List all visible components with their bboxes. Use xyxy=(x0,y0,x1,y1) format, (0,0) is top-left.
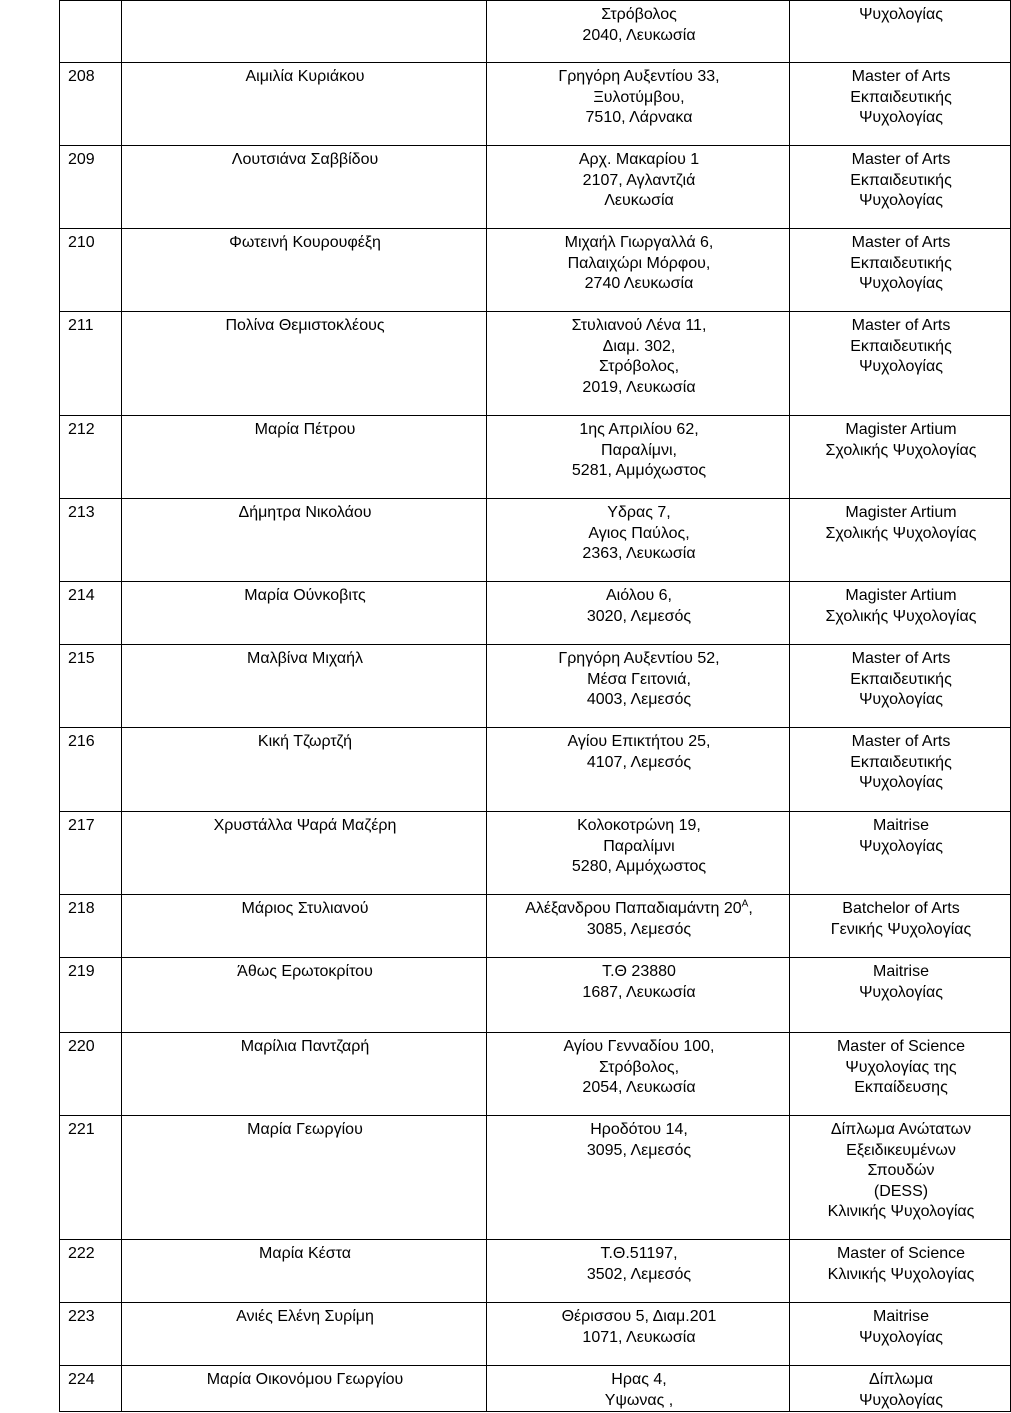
member-qualification xyxy=(790,1303,1011,1366)
address-line-text: 4003, Λεμεσός xyxy=(586,691,692,708)
member-address xyxy=(487,1033,790,1116)
member-qualification xyxy=(790,1366,1011,1412)
registry-number: 208 xyxy=(60,63,122,146)
address-line xyxy=(495,171,783,192)
qualification-line: Master of Science xyxy=(836,1245,966,1262)
address-line xyxy=(495,337,783,358)
qualification-line: (DESS) xyxy=(873,1182,929,1200)
address-line xyxy=(495,670,783,691)
member-name: Ανιές Ελένη Συρίμη xyxy=(122,1303,487,1366)
registry-number: 210 xyxy=(60,229,122,312)
member-address xyxy=(487,312,790,416)
qualification-line: Master of Science xyxy=(836,1038,966,1055)
member-address xyxy=(487,958,790,1033)
member-name: Πολίνα Θεμιστοκλέους xyxy=(122,312,487,416)
qualification-line: Maitrise xyxy=(872,817,929,834)
registry-number: 217 xyxy=(60,812,122,895)
address-line xyxy=(495,191,783,212)
member-qualification xyxy=(790,1240,1011,1303)
member-address xyxy=(487,416,790,499)
table-row xyxy=(60,582,1011,645)
member-address xyxy=(487,1116,790,1240)
registry-body xyxy=(60,1,1011,1412)
qualification-line: Ψυχολογίας xyxy=(859,691,943,708)
qualification-line: Σχολικής Ψυχολογίας xyxy=(825,441,977,459)
address-superscript: Α xyxy=(741,898,749,910)
address-line xyxy=(495,1141,783,1162)
qualification-line: Εκπαιδευτικής xyxy=(850,753,952,771)
member-qualification xyxy=(790,812,1011,895)
registry-number: 222 xyxy=(60,1240,122,1303)
qualification-line: Εκπαιδευτικής xyxy=(850,88,952,106)
member-qualification xyxy=(790,146,1011,229)
member-qualification xyxy=(790,958,1011,1033)
member-address xyxy=(487,895,790,958)
address-line xyxy=(495,983,783,1004)
address-line xyxy=(495,1328,783,1349)
member-name xyxy=(122,1,487,63)
address-line xyxy=(495,920,783,941)
member-address xyxy=(487,812,790,895)
qualification-line: Maitrise xyxy=(872,963,929,980)
member-name: Άθως Ερωτοκρίτου xyxy=(122,958,487,1033)
address-line-text: Λευκωσία xyxy=(604,192,674,209)
member-qualification xyxy=(790,63,1011,146)
qualification-line: Ψυχολογίας xyxy=(859,275,943,292)
address-line xyxy=(495,524,783,545)
address-line-text: Στρόβολος, xyxy=(598,358,680,375)
address-line-text: 2019, Λευκωσία xyxy=(582,378,696,396)
registry-number: 224 xyxy=(60,1366,122,1412)
address-line-text: 2107, Αγλαντζιά xyxy=(582,171,696,189)
qualification-line: Batchelor of Arts xyxy=(842,900,960,917)
address-line xyxy=(495,88,783,109)
address-line xyxy=(495,274,783,295)
member-name: Κική Τζωρτζή xyxy=(122,728,487,812)
registry-number: 215 xyxy=(60,645,122,728)
member-address xyxy=(487,645,790,728)
address-line xyxy=(495,1244,783,1265)
address-line xyxy=(495,690,783,711)
table-row xyxy=(60,416,1011,499)
address-line-text: Διαμ. 302, xyxy=(602,337,676,355)
address-line-text: Στρόβολος, xyxy=(598,1058,680,1076)
qualification-line: Master of Arts xyxy=(851,68,951,85)
qualification-line: Magister Artium xyxy=(845,421,957,438)
address-line-text: Αγιος Παύλος, xyxy=(588,524,690,542)
member-name: Μαρία Οικονόμου Γεωργίου xyxy=(122,1366,487,1412)
address-line xyxy=(495,1370,783,1391)
registry-number: 213 xyxy=(60,499,122,582)
qualification-line: Master of Arts xyxy=(851,317,951,334)
address-line xyxy=(495,1078,783,1099)
member-qualification xyxy=(790,499,1011,582)
qualification-line: Σχολικής Ψυχολογίας xyxy=(825,524,977,542)
table-row xyxy=(60,312,1011,416)
qualification-line: Εκπαιδευτικής xyxy=(850,254,952,272)
member-name: Μαρία Πέτρου xyxy=(122,416,487,499)
address-line-text: 2740 Λευκωσία xyxy=(584,275,694,292)
table-row xyxy=(60,1033,1011,1116)
registry-number: 218 xyxy=(60,895,122,958)
address-line xyxy=(495,503,783,524)
table-row xyxy=(60,728,1011,812)
qualification-line: Κλινικής Ψυχολογίας xyxy=(827,1203,975,1220)
address-line-text: 5280, Αμμόχωστος xyxy=(571,858,707,875)
address-line xyxy=(495,816,783,837)
member-name: Μαρία Ούνκοβιτς xyxy=(122,582,487,645)
address-line xyxy=(495,26,783,47)
address-line-text: Μέσα Γειτονιά, xyxy=(587,670,691,688)
address-line xyxy=(495,1391,783,1412)
qualification-line: Master of Arts xyxy=(851,650,951,667)
table-row xyxy=(60,645,1011,728)
qualification-line: Γενικής Ψυχολογίας xyxy=(830,920,972,938)
address-line: Αλέξανδρου Παπαδιαμάντη $20^A$, xyxy=(525,898,753,917)
address-line xyxy=(495,1265,783,1286)
qualification-line: Magister Artium xyxy=(845,504,957,521)
table-row xyxy=(60,1,1011,63)
address-line-text: Ηρας 4, xyxy=(611,1371,667,1388)
qualification-line: Master of Arts xyxy=(851,234,951,251)
member-name: Δήμητρα Νικολάου xyxy=(122,499,487,582)
address-line xyxy=(495,649,783,670)
member-address xyxy=(487,63,790,146)
qualification-line: Ψυχολογίας xyxy=(859,774,943,791)
table-row xyxy=(60,499,1011,582)
table-row xyxy=(60,229,1011,312)
member-qualification xyxy=(790,1,1011,63)
table-row xyxy=(60,1116,1011,1240)
address-line-text: 2054, Λευκωσία xyxy=(582,1079,696,1096)
address-line xyxy=(495,5,783,26)
address-line-text: Στρόβολος xyxy=(601,6,677,23)
qualification-line: Κλινικής Ψυχολογίας xyxy=(827,1265,975,1283)
address-line-text: Υψωνας , xyxy=(604,1391,674,1409)
qualification-line: Ψυχολογίας της xyxy=(845,1058,957,1076)
member-name: Αιμιλία Κυριάκου xyxy=(122,63,487,146)
address-line-text: 3095, Λεμεσός xyxy=(586,1141,692,1159)
member-address xyxy=(487,146,790,229)
address-line-text: Ξυλοτύμβου, xyxy=(593,88,685,106)
member-name: Λουτσιάνα Σαββίδου xyxy=(122,146,487,229)
member-name: Μαρίλια Παντζαρή xyxy=(122,1033,487,1116)
address-line-text: 7510, Λάρνακα xyxy=(585,109,693,126)
address-line-text: 2040, Λευκωσία xyxy=(582,26,696,44)
address-line-text: 2363, Λευκωσία xyxy=(582,545,696,562)
qualification-line: Εκπαιδευτικής xyxy=(850,171,952,189)
address-line-text: 5281, Αμμόχωστος xyxy=(571,462,707,479)
address-line xyxy=(495,108,783,129)
address-line-text: 3020, Λεμεσός xyxy=(586,607,692,625)
table-row xyxy=(60,1366,1011,1412)
address-line xyxy=(495,1120,783,1141)
member-name: Μάριος Στυλιανού xyxy=(122,895,487,958)
address-line xyxy=(495,233,783,254)
address-line-text: Παραλίμνι, xyxy=(601,441,677,459)
qualification-line: Ψυχολογίας xyxy=(859,192,943,209)
registry-number: 211 xyxy=(60,312,122,416)
qualification-line: Master of Arts xyxy=(851,733,951,750)
registry-number: 214 xyxy=(60,582,122,645)
address-line-text: Κολοκοτρώνη 19, xyxy=(577,817,701,834)
address-line-text: Αιόλου 6, xyxy=(605,587,672,604)
qualification-line: Σχολικής Ψυχολογίας xyxy=(825,607,977,625)
qualification-line: Εξειδικευμένων xyxy=(846,1141,956,1159)
member-name: Μαλβίνα Μιχαήλ xyxy=(122,645,487,728)
registry-table xyxy=(59,0,1011,1412)
address-line-text: Αγίου Γενναδίου 100, xyxy=(563,1038,715,1055)
qualification-line: Ψυχολογίας xyxy=(859,1328,943,1346)
table-row xyxy=(60,958,1011,1033)
address-line-text: 1ης Απριλίου 62, xyxy=(579,421,699,438)
registry-number: 212 xyxy=(60,416,122,499)
registry-number: 216 xyxy=(60,728,122,812)
member-name: Μαρία Γεωργίου xyxy=(122,1116,487,1240)
address-line-text: 4107, Λεμεσός xyxy=(586,753,692,771)
qualification-line: Ψυχολογίας xyxy=(859,983,943,1001)
qualification-line: Ψυχολογίας xyxy=(859,109,943,126)
member-qualification xyxy=(790,1116,1011,1240)
address-line xyxy=(495,607,783,628)
member-address xyxy=(487,582,790,645)
address-line-text: Αλέξανδρου Παπαδιαμάντη 20 xyxy=(525,900,742,917)
address-line xyxy=(495,857,783,878)
member-address xyxy=(487,1240,790,1303)
member-qualification xyxy=(790,582,1011,645)
address-line xyxy=(495,420,783,441)
address-line-text: Αγίου Επικτήτου 25, xyxy=(567,733,711,750)
address-line xyxy=(495,544,783,565)
qualification-line: Ψυχολογίας xyxy=(859,358,943,375)
table-row xyxy=(60,812,1011,895)
address-line-text: Υδρας 7, xyxy=(607,504,671,521)
address-line-text: 1071, Λευκωσία xyxy=(582,1328,696,1346)
address-line xyxy=(495,753,783,774)
member-address xyxy=(487,1366,790,1412)
address-line xyxy=(495,254,783,275)
table-row xyxy=(60,895,1011,958)
address-line-text: 3502, Λεμεσός xyxy=(586,1265,692,1283)
table-row xyxy=(60,1240,1011,1303)
member-qualification xyxy=(790,312,1011,416)
address-line xyxy=(495,316,783,337)
table-row xyxy=(60,1303,1011,1366)
address-line-text: Αρχ. Μακαρίου 1 xyxy=(578,151,700,168)
registry-number: 221 xyxy=(60,1116,122,1240)
address-line-text: 1687, Λευκωσία xyxy=(582,983,696,1001)
address-line xyxy=(495,461,783,482)
member-address xyxy=(487,1303,790,1366)
qualification-line: Σπουδών xyxy=(867,1162,935,1179)
qualification-line: Master of Arts xyxy=(851,151,951,168)
qualification-line: Maitrise xyxy=(872,1308,929,1325)
member-qualification xyxy=(790,416,1011,499)
address-line xyxy=(495,837,783,858)
address-line xyxy=(495,586,783,607)
address-line-text: Θέρισσου 5, Διαμ.201 xyxy=(561,1308,717,1325)
qualification-line: Δίπλωμα xyxy=(869,1371,933,1388)
member-qualification xyxy=(790,895,1011,958)
address-line xyxy=(495,378,783,399)
qualification-line: Εκπαιδευτικής xyxy=(850,337,952,355)
address-line xyxy=(495,357,783,378)
qualification-line: Magister Artium xyxy=(845,587,957,604)
address-line-text: 3085, Λεμεσός xyxy=(586,920,692,938)
address-line xyxy=(495,1037,783,1058)
address-line-text: Τ.Θ 23880 xyxy=(602,963,676,980)
address-line-text: Στυλιανού Λένα 11, xyxy=(571,317,707,334)
member-name: Χρυστάλλα Ψαρά Μαζέρη xyxy=(122,812,487,895)
member-address xyxy=(487,728,790,812)
member-name: Φωτεινή Κουρουφέξη xyxy=(122,229,487,312)
registry-number: 223 xyxy=(60,1303,122,1366)
address-line xyxy=(495,732,783,753)
address-line-text: Παλαιχώρι Μόρφου, xyxy=(567,254,711,272)
address-line xyxy=(495,441,783,462)
address-line xyxy=(495,1307,783,1328)
registry-number: 209 xyxy=(60,146,122,229)
address-line-text: Ηροδότου 14, xyxy=(590,1121,688,1138)
address-line-text: Τ.Θ.51197, xyxy=(600,1245,678,1262)
registry-number: 219 xyxy=(60,958,122,1033)
member-qualification xyxy=(790,645,1011,728)
member-qualification xyxy=(790,229,1011,312)
address-line-text: Γρηγόρη Αυξεντίου 52, xyxy=(558,650,720,667)
address-line xyxy=(495,67,783,88)
member-name: Μαρία Κέστα xyxy=(122,1240,487,1303)
qualification-line: Εκπαιδευτικής xyxy=(850,670,952,688)
table-row xyxy=(60,63,1011,146)
address-line xyxy=(495,1058,783,1079)
qualification-line: Ψυχολογίας xyxy=(859,1391,943,1409)
qualification-line: Ψυχολογίας xyxy=(859,837,943,855)
address-line-text: Μιχαήλ Γιωργαλλά 6, xyxy=(564,234,714,251)
qualification-line: Εκπαίδευσης xyxy=(854,1079,948,1096)
address-line xyxy=(495,962,783,983)
member-qualification xyxy=(790,1033,1011,1116)
member-address xyxy=(487,229,790,312)
registry-number xyxy=(60,1,122,63)
member-address xyxy=(487,1,790,63)
qualification-line: Δίπλωμα Ανώτατων xyxy=(830,1121,972,1138)
member-address xyxy=(487,499,790,582)
qualification-line: Ψυχολογίας xyxy=(859,6,943,23)
table-row xyxy=(60,146,1011,229)
member-qualification xyxy=(790,728,1011,812)
address-line xyxy=(495,150,783,171)
address-line-text: Παραλίμνι xyxy=(603,837,675,855)
address-line-text: Γρηγόρη Αυξεντίου 33, xyxy=(558,68,720,85)
registry-number: 220 xyxy=(60,1033,122,1116)
